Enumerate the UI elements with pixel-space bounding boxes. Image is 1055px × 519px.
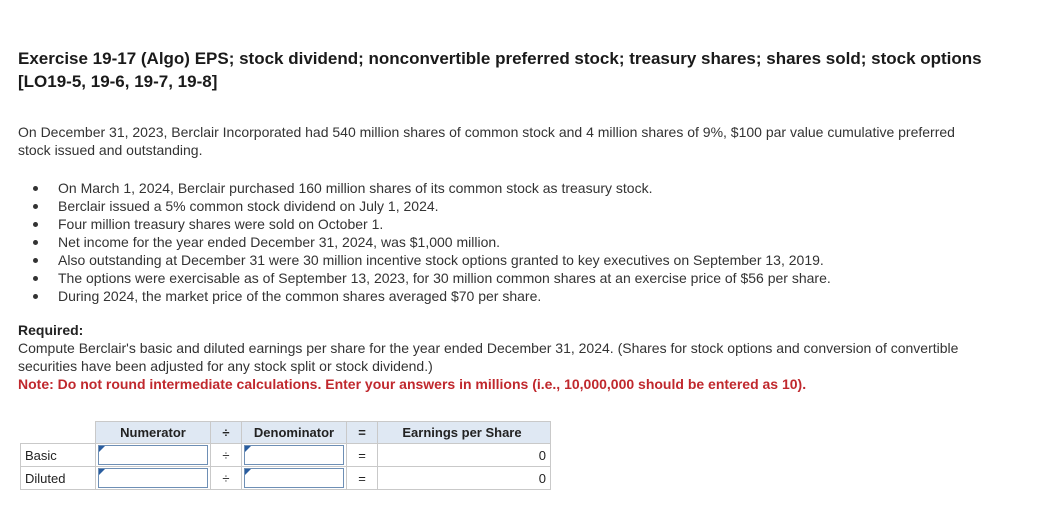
facts-list [18, 179, 1055, 305]
numerator-input-diluted-wrapper [98, 468, 208, 488]
header-blank [21, 422, 96, 444]
exercise-title: Exercise 19-17 (Algo) EPS; stock dividend; nonconvertible preferred stock; treasury shares; shares sold; stock options [LO19-5, 19-6, 19-7, 19-8] [18, 49, 982, 91]
fact-item: Four million treasury shares were sold on October 1. [58, 215, 1055, 233]
eps-value-basic: 0 [378, 444, 551, 467]
divide-sign: ÷ [211, 467, 242, 490]
instruction-note: Note: Do not round intermediate calculations. Enter your answers in millions (i.e., 10,000,000 should be entered as 10). [18, 376, 807, 392]
table-row-basic [21, 444, 551, 467]
fact-item: Berclair issued a 5% common stock dividend on July 1, 2024. [58, 197, 1055, 215]
denominator-cell-basic [242, 444, 347, 467]
header-divide: ÷ [211, 422, 242, 444]
numerator-cell-basic [96, 444, 211, 467]
equals-sign: = [347, 444, 378, 467]
denominator-input-basic-wrapper [244, 445, 344, 465]
divide-sign: ÷ [211, 444, 242, 467]
header-denominator: Denominator [242, 422, 347, 444]
eps-table [20, 421, 551, 490]
numerator-input-basic[interactable] [99, 446, 207, 464]
required-text: Compute Berclair's basic and diluted earnings per share for the year ended December 31, 2024. (Shares for stock options and conversion of convertible securities have been adjusted for any stock split or stock dividend.) [18, 340, 959, 374]
numerator-input-diluted[interactable] [99, 469, 207, 487]
equals-sign: = [347, 467, 378, 490]
fact-item: On March 1, 2024, Berclair purchased 160 million shares of its common stock as treasury stock. [58, 179, 1055, 197]
numerator-input-basic-wrapper [98, 445, 208, 465]
denominator-input-basic[interactable] [245, 446, 343, 464]
fact-item: Net income for the year ended December 31, 2024, was $1,000 million. [58, 233, 1055, 251]
fact-item: Also outstanding at December 31 were 30 million incentive stock options granted to key executives on September 13, 2019. [58, 251, 1055, 269]
table-row-diluted [21, 467, 551, 490]
table-header-row [21, 422, 551, 444]
denominator-cell-diluted [242, 467, 347, 490]
row-label-basic: Basic [21, 444, 96, 467]
denominator-input-diluted-wrapper [244, 468, 344, 488]
denominator-input-diluted[interactable] [245, 469, 343, 487]
fact-item: During 2024, the market price of the common shares averaged $70 per share. [58, 287, 1055, 305]
numerator-cell-diluted [96, 467, 211, 490]
eps-value-diluted: 0 [378, 467, 551, 490]
required-label: Required: [18, 322, 84, 338]
header-numerator: Numerator [96, 422, 211, 444]
required-section [18, 321, 1018, 393]
fact-item: The options were exercisable as of September 13, 2023, for 30 million common shares at an exercise price of $56 per share. [58, 269, 1055, 287]
header-equals: = [347, 422, 378, 444]
intro-paragraph: On December 31, 2023, Berclair Incorporated had 540 million shares of common stock and 4 million shares of 9%, $100 par value cumulative preferred stock issued and outstanding. [18, 124, 955, 158]
header-eps: Earnings per Share [378, 422, 551, 444]
row-label-diluted: Diluted [21, 467, 96, 490]
